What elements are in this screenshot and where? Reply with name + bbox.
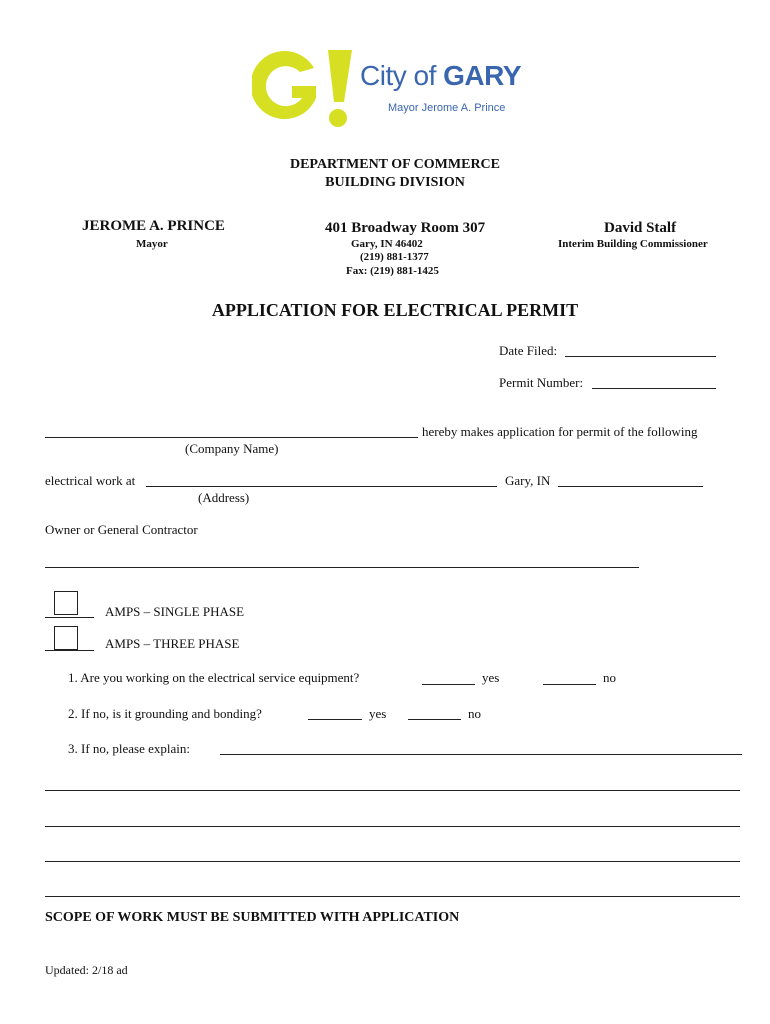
- mayor-name: JEROME A. PRINCE: [82, 218, 225, 234]
- q1-no-field[interactable]: [543, 684, 596, 685]
- city-of-text: City of: [360, 60, 436, 91]
- office-phone: (219) 881-1377: [360, 251, 429, 263]
- q1-yes-field[interactable]: [422, 684, 475, 685]
- commissioner-title: Interim Building Commissioner: [558, 238, 708, 250]
- explain-field-line-2[interactable]: [45, 790, 740, 791]
- question-2: 2. If no, is it grounding and bonding?: [68, 706, 262, 721]
- mayor-title: Mayor: [136, 238, 168, 250]
- updated-note: Updated: 2/18 ad: [45, 963, 128, 977]
- explain-field-line-3[interactable]: [45, 826, 740, 827]
- gary-g-logo-icon: [252, 46, 358, 130]
- office-fax: Fax: (219) 881-1425: [346, 265, 439, 277]
- q2-yes-field[interactable]: [308, 719, 362, 720]
- owner-label: Owner or General Contractor: [45, 522, 198, 537]
- q2-no-label: no: [468, 706, 481, 721]
- company-name-field[interactable]: [45, 437, 418, 438]
- company-suffix-text: hereby makes application for permit of the following: [422, 424, 698, 439]
- logo-mayor-line: Mayor Jerome A. Prince: [388, 102, 506, 114]
- company-name-caption: (Company Name): [185, 441, 279, 456]
- q2-no-field[interactable]: [408, 719, 461, 720]
- amps-three-checkbox[interactable]: [54, 626, 78, 650]
- date-filed-field[interactable]: [565, 356, 716, 357]
- electrical-work-label: electrical work at: [45, 473, 136, 488]
- division-heading: BUILDING DIVISION: [325, 175, 465, 190]
- address-caption: (Address): [198, 490, 250, 505]
- q2-yes-label: yes: [369, 706, 387, 721]
- amps-single-label: AMPS – SINGLE PHASE: [105, 604, 245, 619]
- q1-yes-label: yes: [482, 670, 500, 685]
- question-3: 3. If no, please explain:: [68, 741, 191, 756]
- permit-number-label: Permit Number:: [499, 375, 584, 390]
- q1-no-label: no: [603, 670, 616, 685]
- city-label: Gary, IN: [505, 473, 551, 488]
- form-title: APPLICATION FOR ELECTRICAL PERMIT: [211, 300, 579, 320]
- explain-field-line-1[interactable]: [220, 754, 742, 755]
- commissioner-name: David Stalf: [604, 220, 677, 236]
- department-heading: DEPARTMENT OF COMMERCE: [289, 157, 501, 172]
- scope-notice: SCOPE OF WORK MUST BE SUBMITTED WITH APPLICATION: [45, 910, 460, 925]
- amps-single-checkbox[interactable]: [54, 591, 78, 615]
- office-city: Gary, IN 46402: [351, 238, 423, 250]
- city-logo: [252, 46, 542, 136]
- explain-field-line-4[interactable]: [45, 861, 740, 862]
- date-filed-label: Date Filed:: [499, 343, 558, 358]
- city-field[interactable]: [558, 486, 703, 487]
- city-of-wordmark: [360, 60, 521, 92]
- city-name-text: GARY: [443, 60, 521, 91]
- office-address: 401 Broadway Room 307: [325, 220, 486, 236]
- amps-three-label: AMPS – THREE PHASE: [105, 636, 240, 651]
- amps-single-field[interactable]: [45, 617, 94, 618]
- amps-three-field[interactable]: [45, 650, 94, 651]
- owner-field[interactable]: [45, 567, 639, 568]
- explain-field-line-5[interactable]: [45, 896, 740, 897]
- address-field[interactable]: [146, 486, 497, 487]
- question-1: 1. Are you working on the electrical service equipment?: [68, 670, 360, 685]
- permit-number-field[interactable]: [592, 388, 716, 389]
